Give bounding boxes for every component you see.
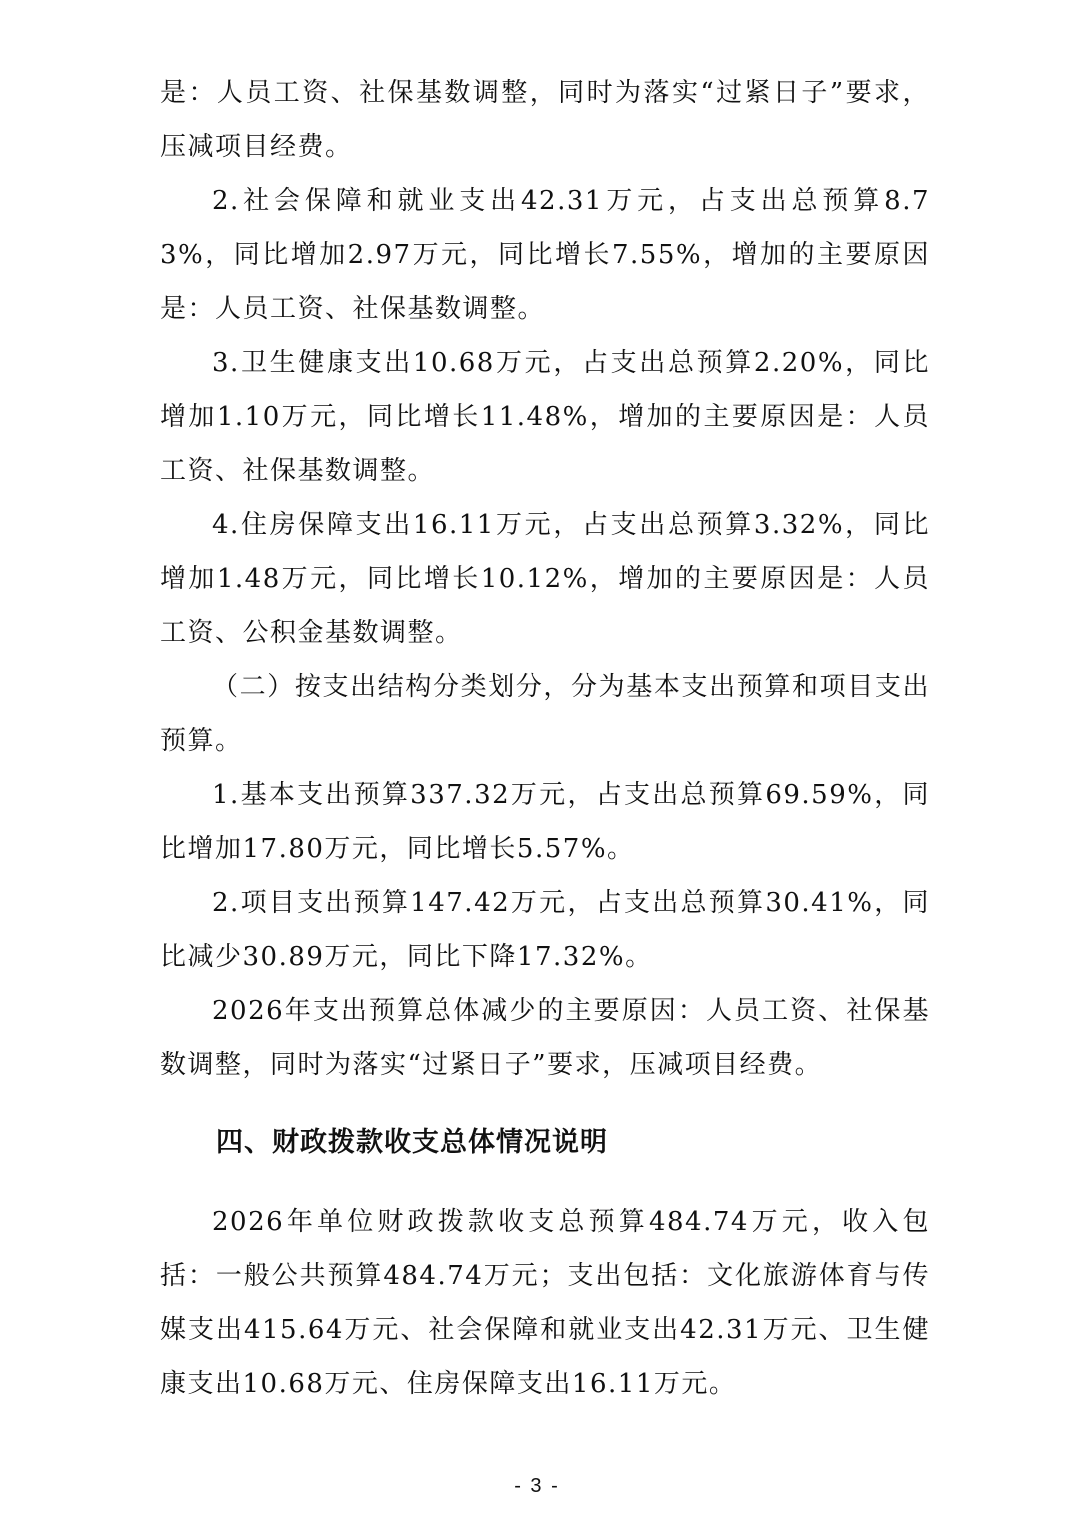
paragraph-project-expenditure: 2.项目支出预算147.42万元，占支出总预算30.41%，同比减少30.89万元，同比下降17.32%。 [160, 888, 930, 972]
page-number: - 3 - [514, 1475, 560, 1497]
paragraph-housing: 4.住房保障支出16.11万元，占支出总预算3.32%，同比增加1.48万元，同比增长10.12%，增加的主要原因是：人员工资、公积金基数调整。 [160, 510, 930, 648]
paragraph-social-security: 2.社会保障和就业支出42.31万元，占支出总预算8.73%，同比增加2.97万元，同比增长7.55%，增加的主要原因是：人员工资、社保基数调整。 [160, 186, 930, 324]
paragraph-structure-classification: （二）按支出结构分类划分，分为基本支出预算和项目支出预算。 [160, 672, 930, 756]
paragraph-overall-reason: 2026年支出预算总体减少的主要原因：人员工资、社保基数调整，同时为落实“过紧日子”要求，压减项目经费。 [160, 996, 930, 1080]
document-body [160, 66, 930, 1411]
paragraph-health: 3.卫生健康支出10.68万元，占支出总预算2.20%，同比增加1.10万元，同比增长11.48%，增加的主要原因是：人员工资、社保基数调整。 [160, 348, 930, 486]
paragraph-continuation: 是：人员工资、社保基数调整，同时为落实“过紧日子”要求，压减项目经费。 [160, 78, 930, 162]
paragraph-basic-expenditure: 1.基本支出预算337.32万元，占支出总预算69.59%，同比增加17.80万元，同比增长5.57%。 [160, 780, 930, 864]
section-heading: 四、财政拨款收支总体情况说明 [216, 1127, 608, 1158]
paragraph-fiscal-summary: 2026年单位财政拨款收支总预算484.74万元，收入包括：一般公共预算484.74万元；支出包括：文化旅游体育与传媒支出415.64万元、社会保障和就业支出42.31万元、卫生健康支出10.68万元、住房保障支出16.11万元。 [160, 1207, 930, 1399]
